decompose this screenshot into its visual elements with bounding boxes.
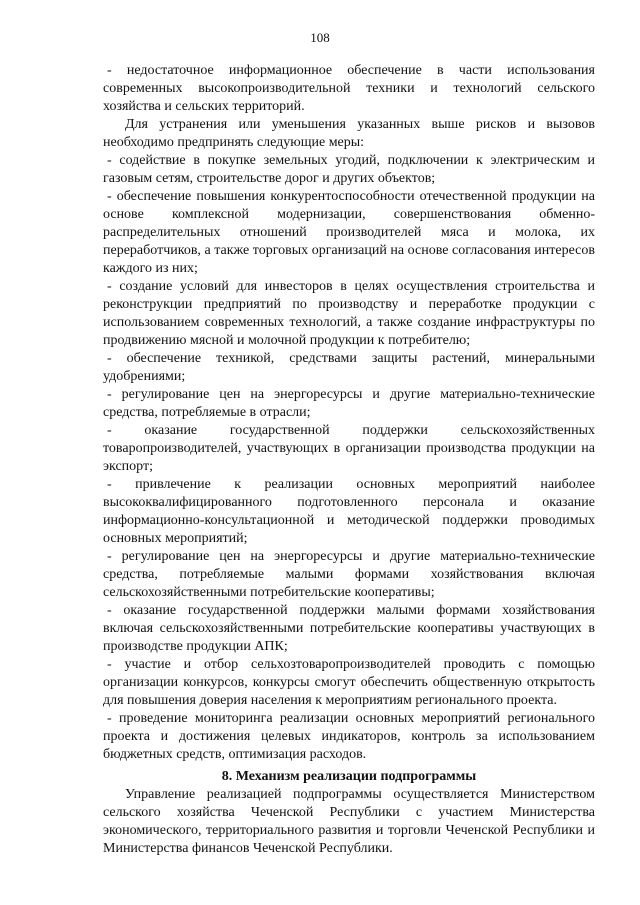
paragraph-measure-export-support: - оказание государственной поддержки сельскохозяйственных товаропроизводителей, участвующих в организации производства продукции на экспорт; xyxy=(103,423,595,474)
paragraph-measure-land: - содействие в покупке земельных угодий, подключении к электрическим и газовым сетям, строительстве дорог и других объектов; xyxy=(103,153,595,186)
paragraph-measures-intro: Для устранения или уменьшения указанных выше рисков и вызовов необходимо предпринять следующие меры: xyxy=(103,117,595,150)
document-body xyxy=(103,62,595,858)
section-paragraph: Управление реализацией подпрограммы осуществляется Министерством сельского хозяйства Чеченской Республики с участием Министерства экономического, территориального развития и торговли Чеченской Республики и Министерства финансов Чеченской Республики. xyxy=(103,787,595,856)
section-heading: 8. Механизм реализации подпрограммы xyxy=(221,769,477,784)
paragraph-measure-investors: - создание условий для инвесторов в целях осуществления строительства и реконструкции предприятий по производству и переработке продукции с использованием современных технологий, а также создание инфраструктуры по продвижению мясной и молочной продукции к потребителю; xyxy=(103,279,595,348)
paragraph-measure-small-farms-support: - оказание государственной поддержки малыми формами хозяйствования включая сельскохозяйственными потребительские кооперативы участвующих в производстве продукции АПК; xyxy=(103,603,595,654)
paragraph-measure-personnel: - привлечение к реализации основных мероприятий наиболее высококвалифицированного подготовленного персонала и оказание информационно-консультационной и методической поддержки проводимых основных мероприятий; xyxy=(103,477,595,546)
paragraph-measure-equipment: - обеспечение техникой, средствами защиты растений, минеральными удобрениями; xyxy=(103,351,595,384)
paragraph-measure-small-farms-prices: - регулирование цен на энергоресурсы и другие материально-технические средства, потребляемые малыми формами хозяйствования включая сельскохозяйственными потребительские кооперативы; xyxy=(103,549,595,600)
paragraph-measure-energy-prices: - регулирование цен на энергоресурсы и другие материально-технические средства, потребляемые в отрасли; xyxy=(103,387,595,420)
page-number: 108 xyxy=(310,30,330,45)
paragraph-measure-monitoring: - проведение мониторинга реализации основных мероприятий регионального проекта и достижения целевых индикаторов, контроль за использованием бюджетных средств, оптимизация расходов. xyxy=(103,711,595,762)
paragraph-measure-competitiveness: - обеспечение повышения конкурентоспособности отечественной продукции на основе комплексной модернизации, совершенствования обменно-распределительных отношений производителей мяса и молока, их переработчиков, а также торговых организаций на основе согласования интересов каждого из них; xyxy=(103,189,595,276)
paragraph-risk-information: - недостаточное информационное обеспечение в части использования современных высокопроизводительной техники и технологий сельского хозяйства и сельских территорий. xyxy=(103,63,595,114)
paragraph-measure-competitions: - участие и отбор сельхозтоваропроизводителей проводить с помощью организации конкурсов, конкурсы смогут обеспечить общественную открытость для повышения доверия населения к мероприятиям регионального проекта. xyxy=(103,657,595,708)
